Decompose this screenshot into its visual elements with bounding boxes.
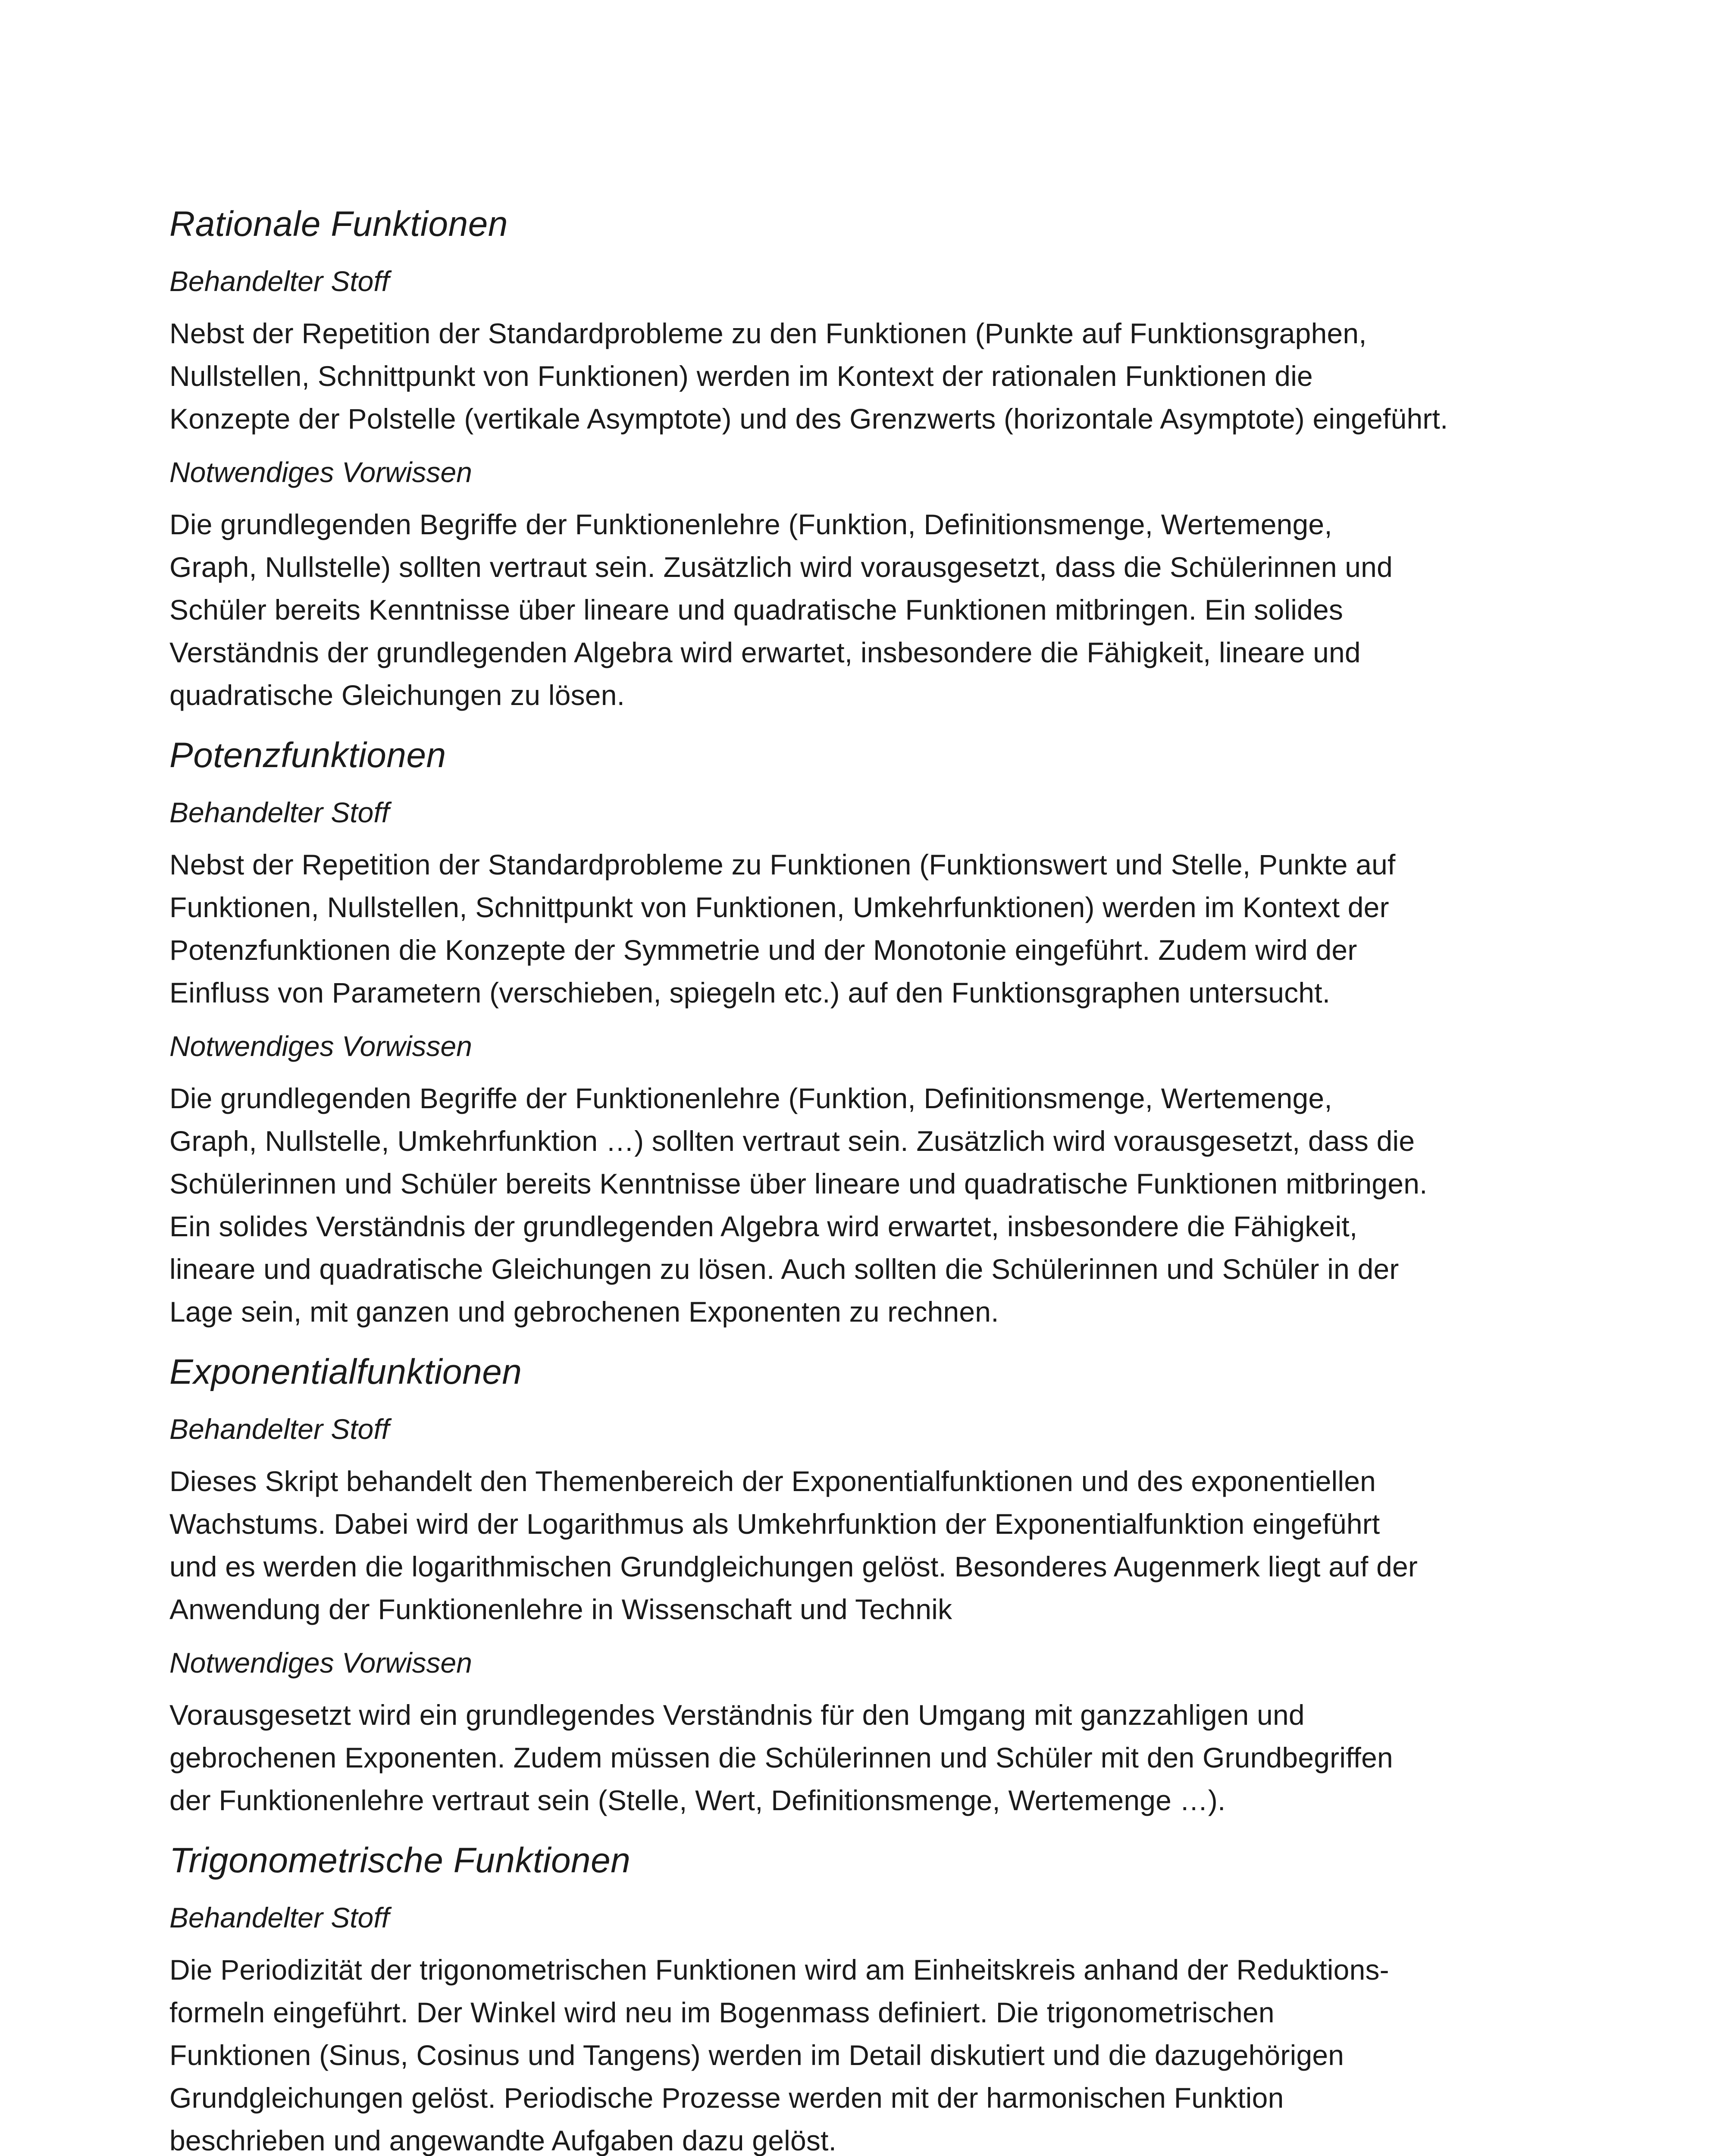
- text-line: Graph, Nullstelle, Umkehrfunktion …) sollten vertraut sein. Zusätzlich wird vorausgesetzt, dass die: [169, 1125, 1415, 1157]
- text-line: Graph, Nullstelle) sollten vertraut sein. Zusätzlich wird vorausgesetzt, dass die Schülerinnen und: [169, 551, 1393, 583]
- text-line: der Funktionenlehre vertraut sein (Stelle, Wert, Definitionsmenge, Wertemenge …).: [169, 1784, 1226, 1816]
- text-line: gebrochenen Exponenten. Zudem müssen die Schülerinnen und Schüler mit den Grundbegriffen: [169, 1742, 1393, 1774]
- text-line: Verständnis der grundlegenden Algebra wird erwartet, insbesondere die Fähigkeit, lineare und: [169, 636, 1361, 668]
- section-title: Potenzfunktionen: [169, 736, 446, 775]
- text-line: Vorausgesetzt wird ein grundlegendes Verständnis für den Umgang mit ganzzahligen und: [169, 1699, 1305, 1731]
- paragraph: [169, 843, 1510, 1014]
- text-line: Die grundlegenden Begriffe der Funktionenlehre (Funktion, Definitionsmenge, Wertemenge,: [169, 508, 1332, 540]
- text-line: Funktionen (Sinus, Cosinus und Tangens) werden im Detail diskutiert und die dazugehörigen: [169, 2039, 1344, 2071]
- section-potenzfunktionen: [169, 734, 1510, 1333]
- sub-heading-behandelter-stoff: Behandelter Stoff: [169, 1902, 390, 1934]
- text-line: formeln eingeführt. Der Winkel wird neu im Bogenmass definiert. Die trigonometrischen: [169, 1996, 1275, 2028]
- text-line: Nullstellen, Schnittpunkt von Funktionen) werden im Kontext der rationalen Funktionen die: [169, 360, 1313, 392]
- sub-heading-behandelter-stoff: Behandelter Stoff: [169, 796, 390, 828]
- paragraph: [169, 1460, 1510, 1631]
- text-line: lineare und quadratische Gleichungen zu lösen. Auch sollten die Schülerinnen und Schüler in der: [169, 1253, 1399, 1285]
- section-exponentialfunktionen: [169, 1351, 1510, 1822]
- document-body: [169, 203, 1510, 2156]
- text-line: Dieses Skript behandelt den Themenbereich der Exponentialfunktionen und des exponentiellen: [169, 1465, 1376, 1497]
- paragraph: [169, 1949, 1510, 2156]
- paragraph: [169, 1077, 1510, 1333]
- text-line: quadratische Gleichungen zu lösen.: [169, 679, 625, 711]
- text-line: Die grundlegenden Begriffe der Funktionenlehre (Funktion, Definitionsmenge, Wertemenge,: [169, 1082, 1332, 1114]
- text-line: Ein solides Verständnis der grundlegenden Algebra wird erwartet, insbesondere die Fähigkeit,: [169, 1210, 1358, 1242]
- text-line: Schüler bereits Kenntnisse über lineare und quadratische Funktionen mitbringen. Ein solides: [169, 594, 1344, 626]
- text-line: Nebst der Repetition der Standardprobleme zu den Funktionen (Punkte auf Funktionsgraphen,: [169, 317, 1367, 349]
- section-title: Trigonometrische Funktionen: [169, 1841, 631, 1880]
- section-title: Exponentialfunktionen: [169, 1352, 522, 1391]
- text-line: Schülerinnen und Schüler bereits Kenntnisse über lineare und quadratische Funktionen mitbringen.: [169, 1168, 1428, 1200]
- text-line: Die Periodizität der trigonometrischen Funktionen wird am Einheitskreis anhand der Reduktions-: [169, 1954, 1389, 1986]
- paragraph: [169, 1694, 1510, 1822]
- text-line: Einfluss von Parametern (verschieben, spiegeln etc.) auf den Funktionsgraphen untersucht.: [169, 977, 1331, 1009]
- text-line: beschrieben und angewandte Aufgaben dazu gelöst.: [169, 2125, 837, 2156]
- section-rationale-funktionen: [169, 203, 1510, 717]
- paragraph: [169, 503, 1510, 717]
- text-line: Grundgleichungen gelöst. Periodische Prozesse werden mit der harmonischen Funktion: [169, 2082, 1284, 2114]
- text-line: Nebst der Repetition der Standardprobleme zu Funktionen (Funktionswert und Stelle, Punkte auf: [169, 849, 1396, 881]
- paragraph: [169, 312, 1510, 440]
- section-title: Rationale Funktionen: [169, 204, 508, 244]
- text-line: Lage sein, mit ganzen und gebrochenen Exponenten zu rechnen.: [169, 1296, 999, 1328]
- text-line: und es werden die logarithmischen Grundgleichungen gelöst. Besonderes Augenmerk liegt auf der: [169, 1551, 1418, 1583]
- section-trigonometrische-funktionen: [169, 1839, 1510, 2156]
- text-line: Funktionen, Nullstellen, Schnittpunkt von Funktionen, Umkehrfunktionen) werden im Kontext der: [169, 891, 1389, 923]
- sub-heading-notwendiges-vorwissen: Notwendiges Vorwissen: [169, 456, 472, 488]
- sub-heading-notwendiges-vorwissen: Notwendiges Vorwissen: [169, 1647, 472, 1679]
- text-line: Wachstums. Dabei wird der Logarithmus als Umkehrfunktion der Exponentialfunktion eingeführt: [169, 1508, 1380, 1540]
- text-line: Potenzfunktionen die Konzepte der Symmetrie und der Monotonie eingeführt. Zudem wird der: [169, 934, 1357, 966]
- sub-heading-behandelter-stoff: Behandelter Stoff: [169, 265, 390, 297]
- text-line: Anwendung der Funktionenlehre in Wissenschaft und Technik: [169, 1593, 952, 1625]
- sub-heading-behandelter-stoff: Behandelter Stoff: [169, 1413, 390, 1445]
- sub-heading-notwendiges-vorwissen: Notwendiges Vorwissen: [169, 1030, 472, 1062]
- text-line: Konzepte der Polstelle (vertikale Asymptote) und des Grenzwerts (horizontale Asymptote) eingeführt.: [169, 403, 1448, 435]
